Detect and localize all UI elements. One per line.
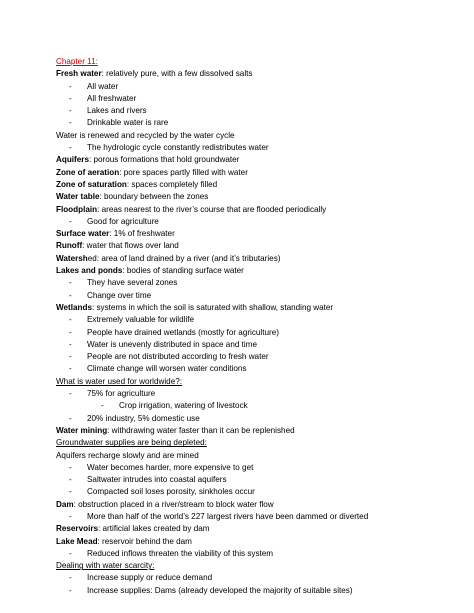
definition-watershed: [56, 253, 461, 265]
list-item: [56, 486, 461, 498]
bullet-dash: -: [69, 585, 72, 595]
bullet-dash: -: [69, 389, 72, 399]
list-item-text: Climate change will worsen water conditions: [87, 364, 247, 374]
list-item-text: All freshwater: [87, 93, 137, 103]
definition-runoff: [56, 240, 461, 252]
list-item: [56, 363, 461, 375]
term-wetlands: Wetlands: [56, 302, 92, 312]
plain-line-renewed: Water is renewed and recycled by the water cycle: [56, 130, 235, 140]
def-runoff: : water that flows over land: [82, 241, 179, 251]
bullet-dash: -: [69, 118, 72, 128]
list-item: [56, 93, 461, 105]
list-item-text: Extremely valuable for wildlife: [87, 315, 195, 325]
term-water-table: Water table: [56, 192, 100, 202]
term-runoff: Runoff: [56, 241, 83, 251]
list-item-text: Drinkable water is rare: [87, 118, 169, 128]
def-zone-of-saturation: : spaces completely filled: [126, 179, 218, 189]
bullet-dash: -: [69, 327, 72, 337]
term-watershed: Watersh: [56, 253, 88, 263]
list-item: [56, 277, 461, 289]
section-heading-water-use: [56, 376, 461, 388]
list-item-text: 20% industry, 5% domestic use: [87, 413, 200, 423]
bullet-dash: -: [69, 462, 72, 472]
list-item-text: Water becomes harder, more expensive to get: [87, 462, 254, 472]
list-item-text: Increase supplies: Dams (already developed the majority of suitable sites): [87, 585, 353, 595]
definition-reservoirs: [56, 523, 461, 535]
term-zone-of-saturation: Zone of saturation: [56, 179, 127, 189]
term-reservoirs: Reservoirs: [56, 524, 99, 534]
list-item: [56, 572, 461, 584]
bullet-dash: -: [69, 290, 72, 300]
list-item-text: Increase supply or reduce demand: [87, 573, 213, 583]
bullet-dash: -: [69, 216, 72, 226]
def-watershed: : area of land drained by a river (and it’s tributaries): [96, 253, 281, 263]
heading-groundwater: Groundwater supplies are being depleted:: [56, 438, 207, 448]
list-item-text: The hydrologic cycle constantly redistributes water: [87, 143, 269, 153]
list-item: [56, 474, 461, 486]
def-reservoirs: : artificial lakes created by dam: [98, 524, 210, 534]
bullet-dash: -: [69, 413, 72, 423]
sub-list-item: [56, 400, 461, 412]
list-item-text: Saltwater intrudes into coastal aquifers: [87, 475, 227, 485]
bullet-dash: -: [69, 573, 72, 583]
bullet-dash: -: [69, 475, 72, 485]
bullet-dash: -: [69, 106, 72, 116]
list-item: [56, 351, 461, 363]
definition-aquifers: [56, 154, 461, 166]
list-item: [56, 290, 461, 302]
list-item: [56, 511, 461, 523]
list-item: [56, 462, 461, 474]
def-lake-mead: : reservoir behind the dam: [97, 536, 192, 546]
list-item: [56, 388, 461, 400]
lecture-notes: [56, 56, 461, 597]
list-item-text: Reduced inflows threaten the viability of this system: [87, 548, 274, 558]
bullet-dash: -: [69, 548, 72, 558]
list-item-text: Lakes and rivers: [87, 106, 147, 116]
list-item: [56, 413, 461, 425]
bullet-dash: -: [69, 278, 72, 288]
bullet-dash: -: [69, 487, 72, 497]
plain-line-aquifers-recharge: Aquifers recharge slowly and are mined: [56, 450, 199, 460]
def-water-table: : boundary between the zones: [99, 192, 209, 202]
bullet-dash: -: [69, 352, 72, 362]
bullet-dash: -: [69, 315, 72, 325]
list-item-text: People have drained wetlands (mostly for agriculture): [87, 327, 279, 337]
list-item: [56, 142, 461, 154]
list-item-text: Compacted soil loses porosity, sinkholes occur: [87, 487, 255, 497]
list-item: [56, 314, 461, 326]
term-water-mining: Water mining: [56, 425, 108, 435]
definition-water-mining: [56, 425, 461, 437]
list-item: [56, 117, 461, 129]
definition-zone-of-aeration: [56, 167, 461, 179]
bullet-dash: -: [69, 364, 72, 374]
term-lakes-and-ponds: Lakes and ponds: [56, 266, 123, 276]
list-item: [56, 548, 461, 560]
section-heading-groundwater: [56, 437, 461, 449]
term-surface-water: Surface water: [56, 229, 110, 239]
chapter-title: Chapter 11:: [56, 57, 98, 66]
list-item-text: People are not distributed according to fresh water: [87, 352, 269, 362]
def-wetlands: : systems in which the soil is saturated with shallow, standing water: [91, 302, 334, 312]
list-item-text: Water is unevenly distributed in space and time: [87, 339, 257, 349]
list-item-text: Change over time: [87, 290, 152, 300]
definition-lakes-and-ponds: [56, 265, 461, 277]
heading-water-use: What is water used for worldwide?:: [56, 376, 182, 386]
def-zone-of-aeration: : pore spaces partly filled with water: [119, 167, 248, 177]
definition-zone-of-saturation: [56, 179, 461, 191]
term-fresh-water: Fresh water: [56, 69, 102, 79]
def-surface-water: : 1% of freshwater: [109, 229, 175, 239]
definition-surface-water: [56, 228, 461, 240]
definition-lake-mead: [56, 536, 461, 548]
def-fresh-water: : relatively pure, with a few dissolved salts: [101, 69, 253, 79]
chapter-heading: [56, 56, 461, 68]
def-dam: : obstruction placed in a river/stream to block water flow: [73, 499, 274, 509]
bullet-dash: -: [69, 93, 72, 103]
list-item: [56, 327, 461, 339]
term-zone-of-aeration: Zone of aeration: [56, 167, 120, 177]
term-floodplain: Floodplain: [56, 204, 98, 214]
bullet-dash: -: [101, 401, 104, 411]
bullet-dash: -: [69, 143, 72, 153]
term-dam: Dam: [56, 499, 74, 509]
bullet-dash: -: [69, 81, 72, 91]
bullet-dash: -: [69, 339, 72, 349]
list-item-text: 75% for agriculture: [87, 389, 156, 399]
term-aquifers: Aquifers: [56, 155, 89, 165]
definition-dam: [56, 499, 461, 511]
definition-fresh-water: [56, 68, 461, 80]
definition-floodplain: [56, 204, 461, 216]
list-item: [56, 216, 461, 228]
def-aquifers: : porous formations that hold groundwater: [88, 155, 240, 165]
def-floodplain: : areas nearest to the river’s course that are flooded periodically: [97, 204, 327, 214]
list-item: [56, 339, 461, 351]
list-item-text: More than half of the world’s 227 largest rivers have been dammed or diverted: [87, 511, 369, 521]
heading-scarcity: Dealing with water scarcity:: [56, 561, 155, 571]
list-item-text: Crop irrigation, watering of livestock: [119, 401, 248, 411]
section-heading-scarcity: [56, 560, 461, 572]
list-item: [56, 81, 461, 93]
list-item-text: Good for agriculture: [87, 216, 159, 226]
def-lakes-and-ponds: : bodies of standing surface water: [122, 266, 244, 276]
list-item-text: They have several zones: [87, 278, 178, 288]
bullet-dash: -: [69, 511, 72, 521]
definition-water-table: [56, 191, 461, 203]
term-watershed-rest: ed: [87, 253, 97, 263]
def-water-mining: : withdrawing water faster than it can be replenished: [107, 425, 295, 435]
term-lake-mead: Lake Mead: [56, 536, 98, 546]
list-item: [56, 105, 461, 117]
definition-wetlands: [56, 302, 461, 314]
list-item: [56, 585, 461, 597]
list-item-text: All water: [87, 81, 119, 91]
